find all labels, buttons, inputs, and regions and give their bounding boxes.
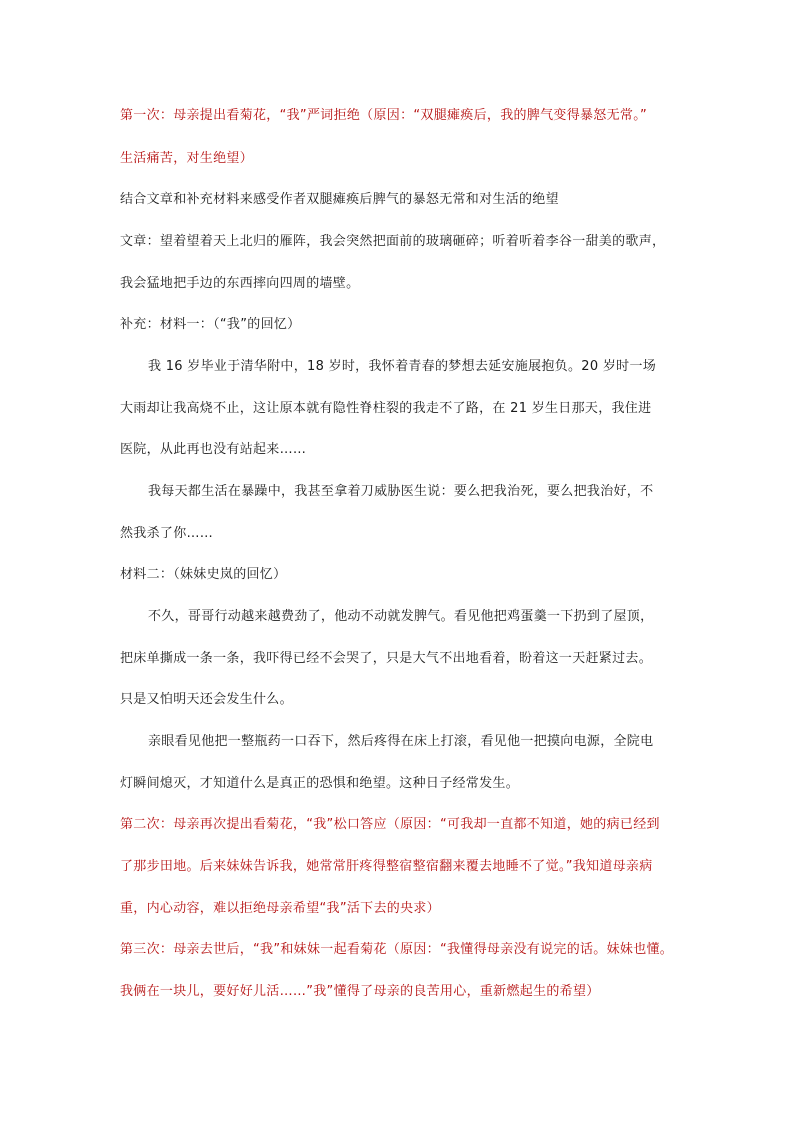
material-two-para1-line1: 不久，哥哥行动越来越费劲了，他动不动就发脾气。看见他把鸡蛋羹一下扔到了屋顶， [148, 609, 654, 624]
first-refusal-line-1: 第一次：母亲提出看菊花，“我”严词拒绝（原因：“双腿瘫痪后，我的脾气变得暴怒无常。” [120, 108, 648, 123]
third-visit-line-1: 第三次：母亲去世后，“我”和妹妹一起看菊花（原因：“我懂得母亲没有说完的话。妹妹也懂。 [120, 942, 674, 957]
material-two-para1-line3: 只是又怕明天还会发生什么。 [120, 692, 293, 707]
second-agreement-line-2: 了那步田地。后来妹妹告诉我，她常常肝疼得整宿整宿翻来覆去地睡不了觉。”我知道母亲病 [120, 859, 653, 874]
article-line-1: 文章：望着望着天上北归的雁阵，我会突然把面前的玻璃砸碎；听着听着李谷一甜美的歌声， [120, 234, 666, 249]
prompt-line: 结合文章和补充材料来感受作者双腿瘫痪后脾气的暴怒无常和对生活的绝望 [120, 192, 559, 207]
material-one-para2-line2: 然我杀了你…… [120, 526, 214, 541]
second-agreement-line-3: 重，内心动容，难以拒绝母亲希望“我”活下去的央求） [120, 901, 440, 916]
first-refusal-line-2: 生活痛苦，对生绝望） [120, 151, 254, 166]
material-one-para1-line1: 我 16 岁毕业于清华附中，18 岁时，我怀着青春的梦想去延安施展抱负。20 岁时一场 [148, 359, 657, 374]
material-two-heading: 材料二：（妹妹史岚的回忆） [120, 567, 287, 582]
material-one-heading: 补充：材料一：（“我”的回忆） [120, 317, 301, 332]
material-one-para1-line3: 医院，从此再也没有站起来…… [120, 442, 307, 457]
article-line-2: 我会猛地把手边的东西摔向四周的墙壁。 [120, 276, 360, 291]
third-visit-line-2: 我俩在一块儿，要好好儿活……”我”懂得了母亲的良苦用心，重新燃起生的希望） [120, 984, 600, 999]
material-one-para1-line2: 大雨却让我高烧不止，这让原本就有隐性脊柱裂的我走不了路，在 21 岁生日那天，我住进 [120, 401, 652, 416]
material-two-para2-line1: 亲眼看见他把一整瓶药一口吞下，然后疼得在床上打滚，看见他一把摸向电源，全院电 [148, 734, 654, 749]
material-two-para1-line2: 把床单撕成一条一条，我吓得已经不会哭了，只是大气不出地看着，盼着这一天赶紧过去。 [120, 651, 653, 666]
material-one-para2-line1: 我每天都生活在暴躁中，我甚至拿着刀威胁医生说：要么把我治死，要么把我治好，不 [148, 484, 654, 499]
material-two-para2-line2: 灯瞬间熄灭，才知道什么是真正的恐惧和绝望。这种日子经常发生。 [120, 776, 520, 791]
second-agreement-line-1: 第二次：母亲再次提出看菊花，“我”松口答应（原因：“可我却一直都不知道，她的病已经到 [120, 817, 660, 832]
